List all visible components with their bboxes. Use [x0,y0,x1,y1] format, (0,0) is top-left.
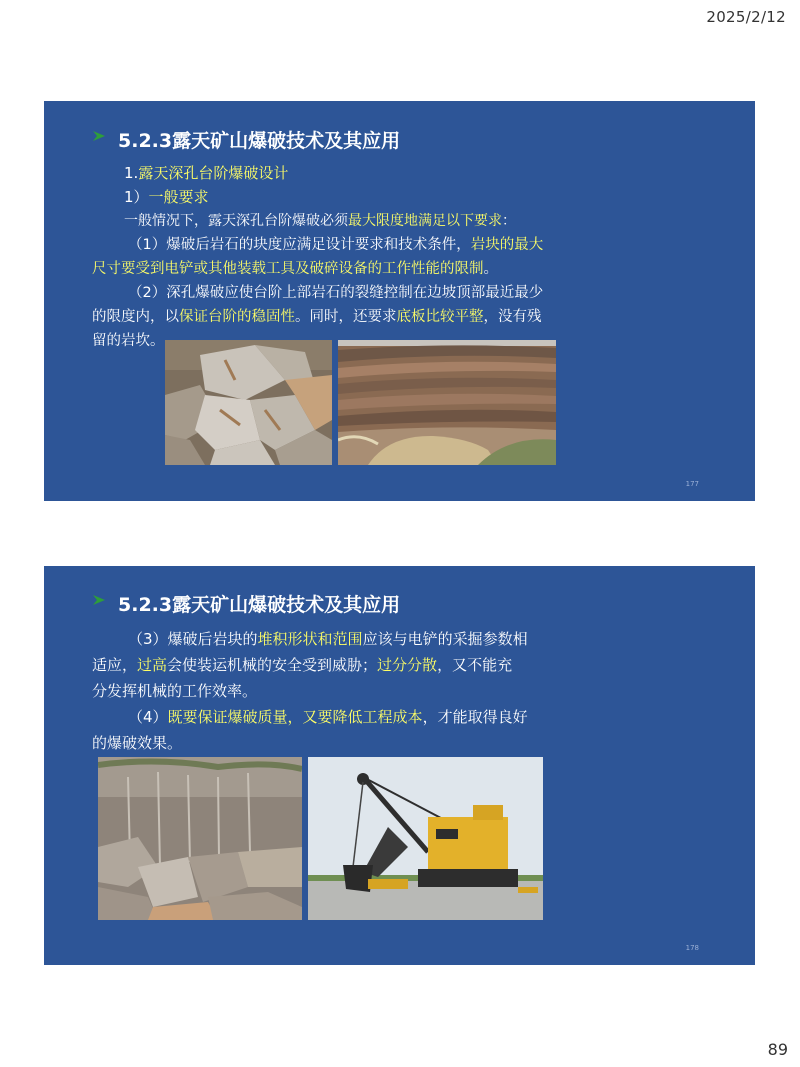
p1-highlight-a: 岩块的最大 [470,237,544,253]
slide-title [92,126,400,153]
p3-end: 分发挥机械的工作效率。 [92,682,258,700]
p3-text-d: 会使装运机械的安全受到威胁； [167,656,378,674]
p2-text-d: ，没有残 [483,309,542,325]
p1-text: （1）爆破后岩石的块度应满足设计要求和技术条件， [128,237,471,253]
para-4-line-1 [92,704,582,730]
p4-end: 的爆破效果。 [92,734,183,752]
p1-highlight-b: 尺寸要受到电铲或其他装载工具及破碎设备的工作性能的限制 [92,261,484,277]
para-2-line-2 [92,305,582,329]
p2-end: 留的岩坎。 [92,333,165,349]
rock-face-photo [98,757,302,920]
para-3-line-2 [92,652,582,678]
p3-highlight-a: 堆积形状和范围 [257,630,363,648]
blasted-rock-photo [165,340,332,465]
p3-highlight-c: 过分分散 [377,656,438,674]
arrow-bullet-icon [92,129,106,143]
slide-title [92,590,400,617]
p4-text: （4） [128,708,168,726]
slide-title-text: 5.2.3露天矿山爆破技术及其应用 [118,130,401,152]
para-4-line-2 [92,730,582,756]
p1-end: 。 [483,261,498,277]
heading-1-text: 露天深孔台阶爆破设计 [138,164,289,182]
p3-text: （3）爆破后岩块的 [128,630,258,648]
para-1-line-1 [92,233,582,257]
p2-highlight-a: 保证台阶的稳固性 [179,309,295,325]
intro-highlight: 最大限度地满足以下要求 [348,213,502,229]
para-2-line-1 [92,281,582,305]
heading-1-prefix: 1. [124,164,139,182]
page-number: 89 [767,1040,788,1059]
slide-177 [44,101,755,501]
slide-title-text: 5.2.3露天矿山爆破技术及其应用 [118,594,401,616]
heading-2-text: 一般要求 [148,188,209,206]
intro-line [92,209,582,233]
p2-highlight-b: 底板比较平整 [396,309,484,325]
slide-number: 178 [685,944,699,952]
page-date: 2025/2/12 [706,8,786,26]
slide-number: 177 [685,480,699,488]
para-1-line-2 [92,257,582,281]
p4-highlight: 既要保证爆破质量，又要降低工程成本 [167,708,423,726]
intro-colon: ： [502,213,516,229]
p3-highlight-b: 过高 [137,656,168,674]
p2-text-c: 。同时，还要求 [295,309,397,325]
p4-text-b: ，才能取得良好 [422,708,528,726]
slide-body [92,626,582,756]
heading-2 [92,185,582,209]
open-pit-mine-photo [338,340,556,465]
para-3-line-3 [92,678,582,704]
heading-1 [92,161,582,185]
arrow-bullet-icon [92,593,106,607]
slide-178 [44,566,755,965]
p3-text-e: ，又不能充 [437,656,513,674]
heading-2-prefix: 1） [124,188,149,206]
p3-text-c: 适应， [92,656,138,674]
slide-body [92,161,582,353]
p3-text-b: 应该与电铲的采掘参数相 [362,630,528,648]
p2-text: （2）深孔爆破应使台阶上部岩石的裂缝控制在边坡顶部最近最少 [128,285,544,301]
intro-text: 一般情况下，露天深孔台阶爆破必须 [124,213,348,229]
p2-text-b: 的限度内，以 [92,309,179,325]
para-3-line-1 [92,626,582,652]
mining-shovel-photo [308,757,543,920]
